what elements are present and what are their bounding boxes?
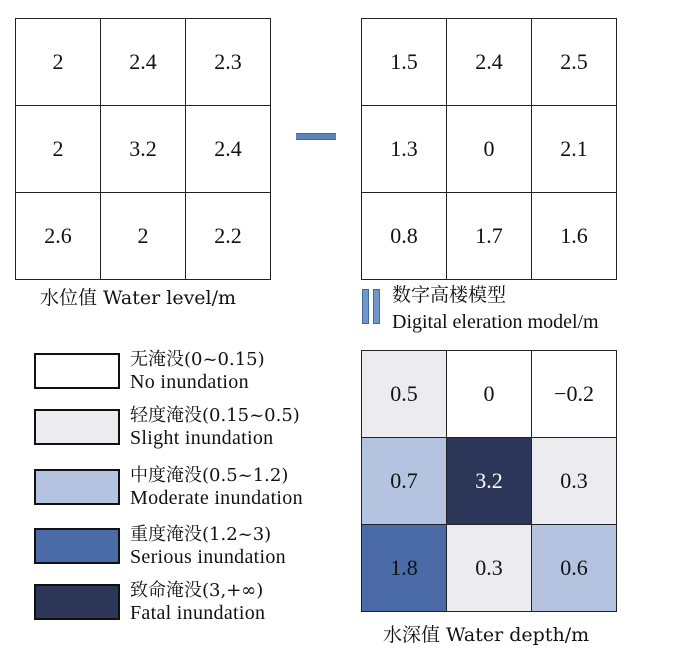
legend-swatch [34, 528, 120, 564]
legend-label-en: Moderate inundation [130, 487, 303, 509]
grid-row [362, 525, 617, 612]
legend-swatch [34, 584, 120, 620]
grid-row [362, 193, 617, 280]
legend-label [130, 464, 303, 510]
dem-caption-en: Digital eleration model/m [392, 311, 599, 333]
dem-cell: 0.8 [362, 193, 447, 280]
water-level-cell: 2.4 [186, 106, 271, 193]
water-level-cell: 2 [101, 193, 186, 280]
legend-label-zh: 中度淹没(0.5~1.2) [130, 465, 289, 486]
legend-label-zh: 重度淹没(1.2~3) [130, 524, 272, 545]
legend-label-zh: 轻度淹没(0.15~0.5) [130, 405, 300, 426]
legend-label-en: No inundation [130, 371, 249, 393]
legend-label [130, 579, 265, 625]
grid-row [362, 351, 617, 438]
grid-row [16, 193, 271, 280]
dem-grid [361, 18, 617, 280]
legend-label [130, 523, 286, 569]
dem-cell: 1.3 [362, 106, 447, 193]
legend-label [130, 404, 300, 450]
dem-caption-zh: 数字高楼模型 [392, 284, 507, 306]
water-depth-cell: 0.7 [362, 438, 447, 525]
equals-icon [362, 289, 382, 324]
minus-sign [296, 133, 336, 140]
legend-swatch [34, 409, 120, 445]
water-depth-cell: 0.3 [447, 525, 532, 612]
water-depth-cell: 0.3 [532, 438, 617, 525]
water-depth-cell: −0.2 [532, 351, 617, 438]
water-level-grid [15, 18, 271, 280]
legend-label-zh: 致命淹没(3,+∞) [130, 580, 264, 601]
water-depth-grid [361, 350, 617, 612]
grid-row [16, 106, 271, 193]
dem-cell: 0 [447, 106, 532, 193]
legend-label-en: Serious inundation [130, 546, 286, 568]
water-level-cell: 2 [16, 19, 101, 106]
water-level-caption: 水位值 Water level/m [40, 287, 237, 309]
grid-row [16, 19, 271, 106]
dem-cell: 2.4 [447, 19, 532, 106]
grid-row [362, 19, 617, 106]
water-depth-cell: 0.6 [532, 525, 617, 612]
legend-label-en: Fatal inundation [130, 602, 266, 624]
dem-cell: 1.5 [362, 19, 447, 106]
legend-label-zh: 无淹没(0~0.15) [130, 349, 265, 370]
dem-cell: 1.6 [532, 193, 617, 280]
dem-cell: 2.1 [532, 106, 617, 193]
water-level-cell: 2.4 [101, 19, 186, 106]
water-depth-cell: 1.8 [362, 525, 447, 612]
water-level-cell: 2 [16, 106, 101, 193]
dem-cell: 2.5 [532, 19, 617, 106]
water-level-cell: 2.2 [186, 193, 271, 280]
legend-label-en: Slight inundation [130, 427, 274, 449]
grid-row [362, 106, 617, 193]
legend-swatch [34, 353, 120, 389]
water-depth-cell: 0.5 [362, 351, 447, 438]
water-level-cell: 2.3 [186, 19, 271, 106]
grid-row [362, 438, 617, 525]
water-level-cell: 3.2 [101, 106, 186, 193]
water-depth-caption: 水深值 Water depth/m [383, 624, 590, 646]
dem-cell: 1.7 [447, 193, 532, 280]
water-depth-cell: 0 [447, 351, 532, 438]
water-depth-cell: 3.2 [447, 438, 532, 525]
legend-label [130, 348, 265, 394]
legend-swatch [34, 469, 120, 505]
water-level-cell: 2.6 [16, 193, 101, 280]
